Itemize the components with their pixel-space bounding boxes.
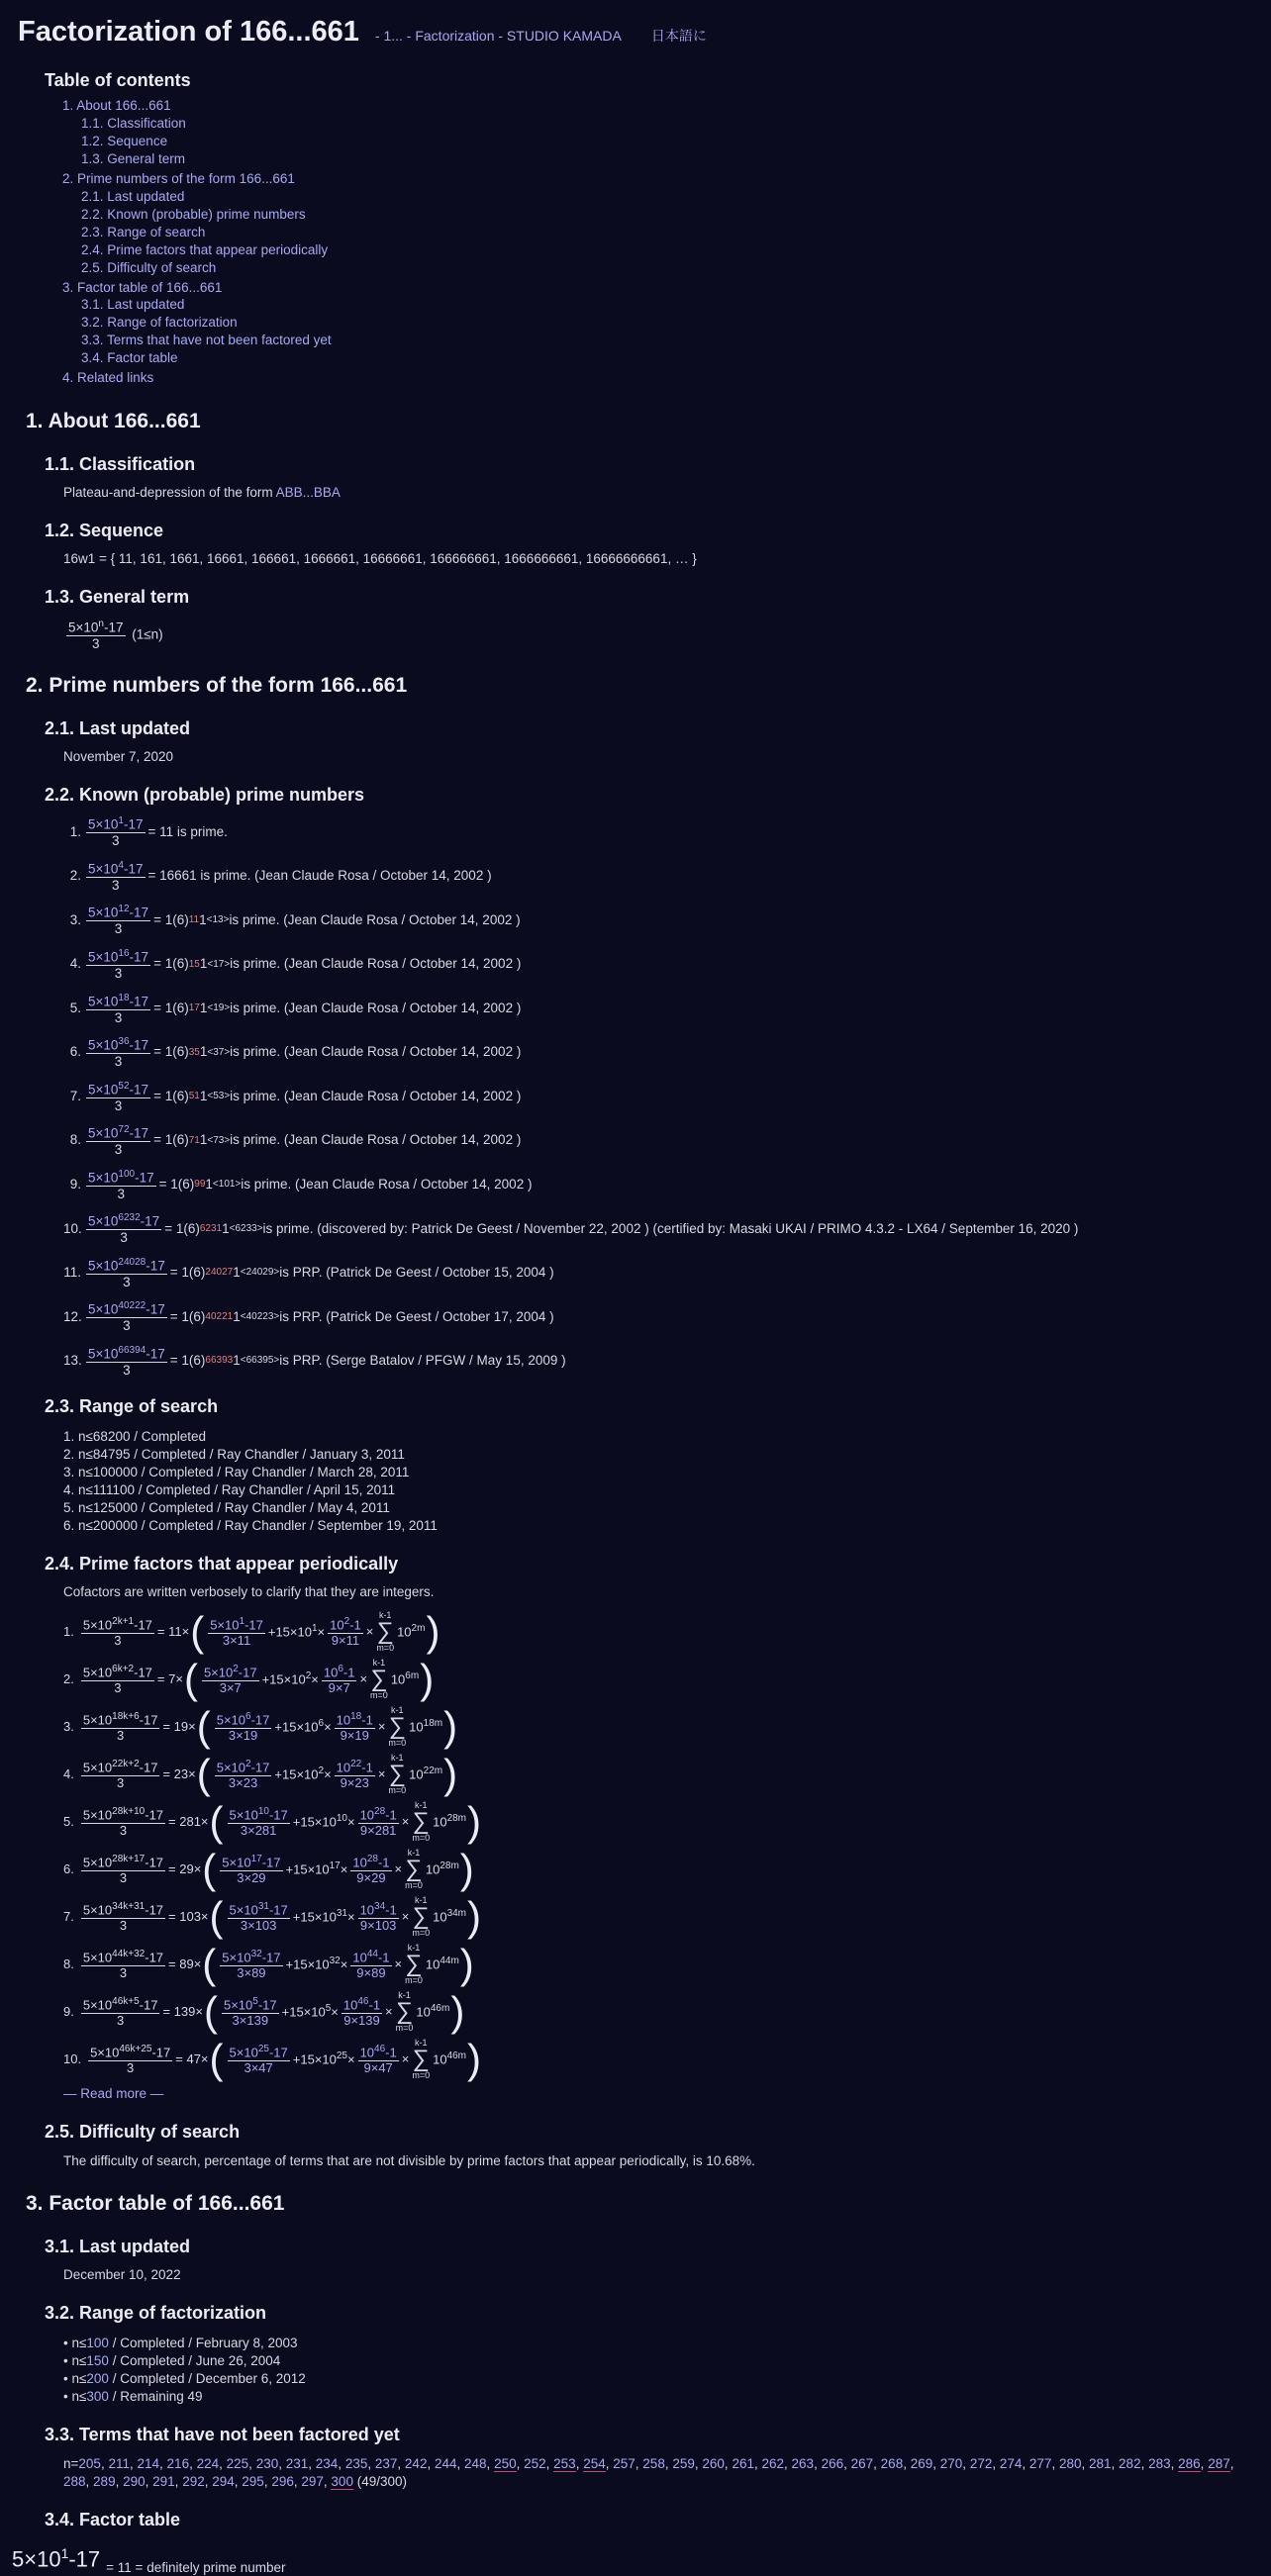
prime-item: 8. $\frac{5\times 10^{72}-17}{3}$ = 1(6) 71 1 <73> is prime. (Jean Claude Rosa / October 14, 2002 ): [69, 1124, 522, 1158]
last-updated-3-title: 3.1. Last updated: [45, 2236, 191, 2256]
section-3-title: 3. Factor table of 166...661: [26, 2192, 285, 2216]
term-link[interactable]: 300: [331, 2474, 353, 2490]
sum-symbol: k-1 ∑ m=0: [412, 1895, 431, 1939]
factor-table-title: 3.4. Factor table: [45, 2510, 181, 2530]
classification-title: 1.1. Classification: [45, 453, 196, 474]
toc-subitem[interactable]: 1.1. Classification: [81, 115, 186, 131]
last-updated-2-title: 2.1. Last updated: [45, 717, 191, 738]
sequence-text: 16w1 = { 11, 161, 1661, 16661, 166661, 1666661, 16666661, 166666661, 1666666661, 16666666661, … }: [63, 551, 697, 567]
periodic-item: 9. $\frac{5\times 10^{46k+5}-17}{3}$ = 139× ( $\frac{5\times 10^5-17}{3\times 139}$ $+15\times 10^5\times$ $\frac{10^{46}-1}{9\times 139}$ × k-1 ∑ m=0 $10^{46m}$ ): [63, 1988, 465, 2036]
range-item: 2. n≤84795 / Completed / Ray Chandler / January 3, 2011: [63, 1446, 405, 1462]
prime-item: 13. $\frac{5\times 10^{66394}-17}{3}$ = 1(6) 66393 1 <66395> is PRP. (Serge Batalov / PFGW / May 15, 2009 ): [63, 1344, 566, 1378]
section-1-title: 1. About 166...661: [26, 410, 201, 433]
periodic-factors-list: [0, 1608, 1271, 2083]
fraction: $\frac{5\times 10^{72}-17}{3}$: [88, 1124, 149, 1158]
prime-item: 11. $\frac{5\times 10^{24028}-17}{3}$ = 1(6) 24027 1 <24029> is PRP. (Patrick De Geest / October 15, 2004 ): [63, 1256, 554, 1289]
page-header: [0, 0, 1271, 49]
term-link[interactable]: 205: [78, 2456, 101, 2472]
fraction: $\frac{5\times 10^{2k+1}-17}{3}$: [82, 1615, 152, 1648]
periodic-item: 1. $\frac{5\times 10^{2k+1}-17}{3}$ = 11× ( $\frac{5\times 10^1-17}{3\times 11}$ $+15\times 10^1\times$ $\frac{10^2-1}{9\times 11}$ × k-1 ∑ m=0 $10^{2m}$ ): [63, 1608, 440, 1656]
sum-symbol: k-1 ∑ m=0: [405, 1943, 423, 1986]
fraction: $\frac{5\times 10^{100}-17}{3}$: [88, 1168, 154, 1201]
term-link[interactable]: 290: [123, 2474, 146, 2490]
sum-symbol: k-1 ∑ m=0: [376, 1610, 395, 1654]
factorization-range-item: • n≤300 / Remaining 49: [63, 2388, 203, 2404]
fraction: $\frac{5\times 10^{66394}-17}{3}$: [88, 1344, 165, 1378]
prime-item: 9. $\frac{5\times 10^{100}-17}{3}$ = 1(6) 99 1 <101> is prime. (Jean Claude Rosa / October 14, 2002 ): [69, 1168, 533, 1201]
range-of-search-title: 2.3. Range of search: [45, 1396, 219, 1417]
term-link[interactable]: 267: [850, 2456, 874, 2472]
periodic-item: 5. $\frac{5\times 10^{28k+10}-17}{3}$ = 281× ( $\frac{5\times 10^{10}-17}{3\times 281}$ $+15\times 10^{10}\times$ $\frac{10^{28}-1}{9\times 281}$ × k-1 ∑ m=0 $10^{28m}$ ): [63, 1798, 482, 1846]
term-link[interactable]: 260: [702, 2456, 725, 2472]
term-link[interactable]: 269: [910, 2456, 933, 2472]
term-link[interactable]: 258: [642, 2456, 665, 2472]
term-link[interactable]: 248: [464, 2456, 487, 2472]
toc-item[interactable]: 4. Related links: [62, 370, 154, 386]
fraction: $\frac{5\times 10^{52}-17}{3}$: [88, 1080, 149, 1113]
prime-item: 1. $\frac{5\times 10^1-17}{3}$ = 11 is prime.: [69, 815, 228, 849]
term-link[interactable]: 231: [285, 2456, 309, 2472]
known-primes-list: [0, 815, 1271, 1378]
toc-item[interactable]: 2. Prime numbers of the form 166...661: [62, 170, 295, 186]
fraction: $\frac{5\times 10^{18k+6}-17}{3}$: [82, 1710, 158, 1743]
toc-subitem[interactable]: 3.2. Range of factorization: [81, 315, 238, 331]
term-link[interactable]: 216: [166, 2456, 190, 2472]
last-updated-2-date: November 7, 2020: [63, 749, 174, 765]
range-link[interactable]: 200: [86, 2370, 109, 2386]
fraction: $\frac{5\times 10^{12}-17}{3}$: [88, 904, 149, 937]
term-link[interactable]: 295: [242, 2474, 264, 2490]
term-link[interactable]: 266: [821, 2456, 844, 2472]
term-link[interactable]: 244: [434, 2456, 457, 2472]
term-link[interactable]: 259: [672, 2456, 695, 2472]
toc-subitem[interactable]: 1.3. General term: [81, 150, 186, 166]
fraction: $\frac{5\times 10^4-17}{3}$: [88, 859, 144, 893]
fraction: $\frac{5\times 10^{46k+25}-17}{3}$: [90, 2043, 171, 2075]
sum-symbol: k-1 ∑ m=0: [395, 1990, 414, 2034]
range-item: 6. n≤200000 / Completed / Ray Chandler / September 19, 2011: [63, 1517, 438, 1533]
known-primes-title: 2.2. Known (probable) prime numbers: [45, 784, 365, 805]
term-link[interactable]: 214: [137, 2456, 160, 2472]
range-of-factorization-list: [0, 2335, 1271, 2406]
term-link[interactable]: 274: [999, 2456, 1023, 2472]
difficulty-title: 2.5. Difficulty of search: [45, 2122, 241, 2143]
term-link[interactable]: 277: [1028, 2456, 1052, 2472]
term-link[interactable]: 263: [791, 2456, 815, 2472]
term-link[interactable]: 211: [108, 2456, 130, 2472]
term-link[interactable]: 257: [613, 2456, 636, 2472]
term-link[interactable]: 280: [1058, 2456, 1082, 2472]
periodic-item: 8. $\frac{5\times 10^{44k+32}-17}{3}$ = 89× ( $\frac{5\times 10^{32}-17}{3\times 89}$ $+15\times 10^{32}\times$ $\frac{10^{44}-1}{9\times 89}$ × k-1 ∑ m=0 $10^{44m}$ ): [63, 1941, 474, 1988]
fraction: $\frac{5\times 10^{34k+31}-17}{3}$: [82, 1900, 164, 1933]
factorization-range-item: • n≤150 / Completed / June 26, 2004: [63, 2352, 281, 2368]
periodic-note: Cofactors are written verbosely to clarify that they are integers.: [63, 1584, 435, 1600]
term-link[interactable]: 242: [404, 2456, 428, 2472]
general-term: $\frac{5\times 10^n-17}{3}$ (1≤n): [68, 618, 163, 651]
fraction: $\frac{5\times 10^{44k+32}-17}{3}$: [82, 1948, 164, 1980]
toc-subitem[interactable]: 2.5. Difficulty of search: [81, 259, 217, 275]
term-link[interactable]: 254: [583, 2456, 606, 2472]
term-link[interactable]: 288: [63, 2474, 86, 2490]
sum-symbol: k-1 ∑ m=0: [405, 1848, 423, 1891]
prime-item: 4. $\frac{5\times 10^{16}-17}{3}$ = 1(6) 15 1 <17> is prime. (Jean Claude Rosa / October 14, 2002 ): [69, 948, 522, 982]
prime-item: 7. $\frac{5\times 10^{52}-17}{3}$ = 1(6) 51 1 <53> is prime. (Jean Claude Rosa / October 14, 2002 ): [69, 1080, 522, 1113]
term-link[interactable]: 282: [1119, 2456, 1141, 2472]
classification-link[interactable]: ABB...BBA: [275, 485, 341, 500]
range-link[interactable]: 100: [86, 2335, 109, 2350]
fraction: $\frac{5\times 10^{36}-17}{3}$: [88, 1036, 149, 1070]
range-link[interactable]: 150: [86, 2352, 109, 2368]
difficulty-text: The difficulty of search, percentage of terms that are not divisible by prime factors that appear periodically, is 10.68%.: [63, 2152, 755, 2168]
range-item: 4. n≤111100 / Completed / Ray Chandler / April 15, 2011: [63, 1481, 396, 1497]
factorization-range-item: • n≤200 / Completed / December 6, 2012: [63, 2370, 306, 2386]
periodic-item: 10. $\frac{5\times 10^{46k+25}-17}{3}$ = 47× ( $\frac{5\times 10^{25}-17}{3\times 47}$ $+15\times 10^{25}\times$ $\frac{10^{46}-1}{9\times 47}$ × k-1 ∑ m=0 $10^{46m}$ ): [63, 2036, 482, 2083]
toc-subitem[interactable]: 3.3. Terms that have not been factored yet: [81, 333, 332, 348]
term-link[interactable]: 250: [494, 2456, 517, 2472]
fraction: $\frac{5\times 10^{24028}-17}{3}$: [88, 1256, 165, 1289]
classification-text: Plateau-and-depression of the form ABB...BBA: [63, 485, 341, 500]
term-link[interactable]: 224: [196, 2456, 220, 2472]
term-link[interactable]: 237: [374, 2456, 398, 2472]
sum-symbol: k-1 ∑ m=0: [388, 1705, 407, 1749]
fraction: $\frac{5\times 10^1-17}{3}$: [88, 815, 144, 849]
term-link[interactable]: 292: [182, 2474, 205, 2490]
prime-item: 2. $\frac{5\times 10^4-17}{3}$ = 16661 is prime. (Jean Claude Rosa / October 14, 2002 ): [69, 859, 492, 893]
periodic-item: 6. $\frac{5\times 10^{28k+17}-17}{3}$ = 29× ( $\frac{5\times 10^{17}-17}{3\times 29}$ $+15\times 10^{17}\times$ $\frac{10^{28}-1}{9\times 29}$ × k-1 ∑ m=0 $10^{28m}$ ): [63, 1846, 474, 1893]
toc-subitem[interactable]: 2.2. Known (probable) prime numbers: [81, 206, 306, 222]
fraction: $\frac{5\times 10^{16}-17}{3}$: [88, 948, 149, 982]
fraction: $\frac{5\times 10^{28k+17}-17}{3}$: [82, 1853, 164, 1885]
page-title: Factorization of 166...661: [18, 16, 359, 48]
language-link[interactable]: 日本語に: [650, 28, 707, 44]
range-item: 5. n≤125000 / Completed / Ray Chandler / May 4, 2011: [63, 1499, 390, 1515]
toc-item[interactable]: 3. Factor table of 166...661: [62, 279, 223, 295]
term-link[interactable]: 234: [315, 2456, 339, 2472]
fraction: $\frac{5\times 10^{6232}-17}{3}$: [88, 1212, 160, 1246]
toc-subitem[interactable]: 3.4. Factor table: [81, 350, 178, 366]
toc-item[interactable]: 1. About 166...661: [62, 97, 171, 113]
range-of-factorization-title: 3.2. Range of factorization: [45, 2303, 267, 2324]
term-link[interactable]: 297: [301, 2474, 324, 2490]
sum-symbol: k-1 ∑ m=0: [388, 1753, 407, 1796]
term-link[interactable]: 286: [1178, 2456, 1201, 2472]
sequence-title: 1.2. Sequence: [45, 520, 164, 540]
factor-table-first-row: $5\times 10^1-17$ = 11 = definitely prime number: [12, 2544, 286, 2575]
factorization-range-item: • n≤100 / Completed / February 8, 2003: [63, 2335, 298, 2350]
periodic-item: 4. $\frac{5\times 10^{22k+2}-17}{3}$ = 23× ( $\frac{5\times 10^2-17}{3\times 23}$ $+15\times 10^2\times$ $\frac{10^{22}-1}{9\times 23}$ × k-1 ∑ m=0 $10^{22m}$ ): [63, 1751, 458, 1798]
toc-subitem[interactable]: 2.4. Prime factors that appear periodically: [81, 241, 329, 257]
prime-item: 10. $\frac{5\times 10^{6232}-17}{3}$ = 1(6) 6231 1 <6233> is prime. (discovered by: Patrick De Geest / November 22, 2002 ) (certified by: Masaki UKAI / PRIMO 4.3.2 - LX64 / September 16, 2020 ): [63, 1212, 1079, 1246]
term-link[interactable]: 261: [732, 2456, 754, 2472]
periodic-item: 3. $\frac{5\times 10^{18k+6}-17}{3}$ = 19× ( $\frac{5\times 10^6-17}{3\times 19}$ $+15\times 10^6\times$ $\frac{10^{18}-1}{9\times 19}$ × k-1 ∑ m=0 $10^{18m}$ ): [63, 1703, 458, 1751]
toc-subitem[interactable]: 1.2. Sequence: [81, 133, 168, 148]
term-link[interactable]: 283: [1148, 2456, 1171, 2472]
unfactored-title: 3.3. Terms that have not been factored yet: [45, 2424, 400, 2444]
table-of-contents: [45, 69, 1271, 387]
term-link[interactable]: 281: [1089, 2456, 1112, 2472]
sum-symbol: k-1 ∑ m=0: [412, 2038, 431, 2081]
term-link[interactable]: 268: [880, 2456, 904, 2472]
range-of-search-list: [0, 1428, 1271, 1535]
section-2-title: 2. Prime numbers of the form 166...661: [26, 674, 408, 698]
term-link[interactable]: 294: [212, 2474, 235, 2490]
unfactored-terms: n=205, 211, 214, 216, 224, 225, 230, 231, 234, 235, 237, 242, 244, 248, 250, 252, 253, 254, 257, 258, 259, 260, 261, 262, 263, 266, 267, 268, 269, 270, 272, 274, 277, 280, 281, 282, 283, 286, 287, 288, 289, 290, 291, 292, 294, 295, 296, 297, 300 (49/300): [63, 2456, 1234, 2490]
prime-item: 3. $\frac{5\times 10^{12}-17}{3}$ = 1(6) 11 1 <13> is prime. (Jean Claude Rosa / October 14, 2002 ): [69, 904, 521, 937]
fraction: $\frac{5\times 10^{46k+5}-17}{3}$: [82, 1995, 158, 2028]
term-link[interactable]: 289: [93, 2474, 116, 2490]
read-more-link[interactable]: — Read more —: [63, 2086, 164, 2102]
periodic-item: 2. $\frac{5\times 10^{6k+2}-17}{3}$ = 7× ( $\frac{5\times 10^2-17}{3\times 7}$ $+15\times 10^2\times$ $\frac{10^6-1}{9\times 7}$ × k-1 ∑ m=0 $10^{6m}$ ): [63, 1656, 435, 1703]
periodic-factors-title: 2.4. Prime factors that appear periodically: [45, 1553, 399, 1574]
breadcrumb-link[interactable]: - 1... - Factorization - STUDIO KAMADA: [374, 28, 622, 44]
range-item: 3. n≤100000 / Completed / Ray Chandler / March 28, 2011: [63, 1464, 410, 1479]
last-updated-3-date: December 10, 2022: [63, 2267, 181, 2283]
fraction: $\frac{5\times 10^{18}-17}{3}$: [88, 992, 149, 1025]
sum-symbol: k-1 ∑ m=0: [370, 1658, 388, 1701]
range-item: 1. n≤68200 / Completed: [63, 1428, 207, 1444]
fraction: $\frac{5\times 10^{6k+2}-17}{3}$: [82, 1663, 152, 1695]
periodic-item: 7. $\frac{5\times 10^{34k+31}-17}{3}$ = 103× ( $\frac{5\times 10^{31}-17}{3\times 103}$ $+15\times 10^{31}\times$ $\frac{10^{34}-1}{9\times 103}$ × k-1 ∑ m=0 $10^{34m}$ ): [63, 1893, 482, 1941]
general-term-title: 1.3. General term: [45, 587, 190, 608]
range-link[interactable]: 300: [86, 2388, 109, 2404]
fraction: $\frac{5\times 10^{28k+10}-17}{3}$: [82, 1805, 164, 1838]
term-link[interactable]: 225: [226, 2456, 249, 2472]
toc-subitem[interactable]: 2.1. Last updated: [81, 188, 185, 204]
fraction: $\frac{5\times 10^{22k+2}-17}{3}$: [82, 1758, 158, 1790]
sum-symbol: k-1 ∑ m=0: [412, 1800, 431, 1844]
term-link[interactable]: 230: [255, 2456, 279, 2472]
term-link[interactable]: 235: [344, 2456, 368, 2472]
term-link[interactable]: 272: [969, 2456, 993, 2472]
prime-item: 5. $\frac{5\times 10^{18}-17}{3}$ = 1(6) 17 1 <19> is prime. (Jean Claude Rosa / October 14, 2002 ): [69, 992, 522, 1025]
term-link[interactable]: 291: [152, 2474, 175, 2490]
term-link[interactable]: 262: [761, 2456, 785, 2472]
term-link[interactable]: 270: [939, 2456, 963, 2472]
fraction: $\frac{5\times 10^{40222}-17}{3}$: [88, 1300, 165, 1334]
term-link[interactable]: 296: [271, 2474, 294, 2490]
toc-subitem[interactable]: 2.3. Range of search: [81, 224, 206, 239]
prime-item: 12. $\frac{5\times 10^{40222}-17}{3}$ = 1(6) 40221 1 <40223> is PRP. (Patrick De Geest / October 17, 2004 ): [63, 1300, 554, 1334]
toc-title: Table of contents: [45, 70, 191, 91]
term-link[interactable]: 252: [524, 2456, 546, 2472]
term-link[interactable]: 253: [553, 2456, 576, 2472]
term-link[interactable]: 287: [1208, 2456, 1230, 2472]
prime-item: 6. $\frac{5\times 10^{36}-17}{3}$ = 1(6) 35 1 <37> is prime. (Jean Claude Rosa / October 14, 2002 ): [69, 1036, 522, 1070]
toc-subitem[interactable]: 3.1. Last updated: [81, 297, 185, 313]
